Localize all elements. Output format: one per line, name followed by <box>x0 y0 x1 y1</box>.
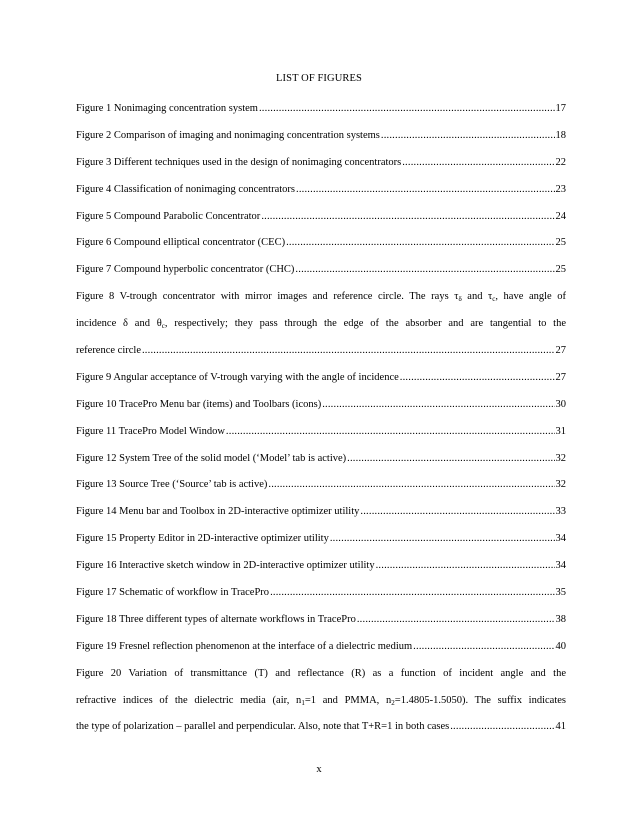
entry-label: Figure 11 TracePro Model Window <box>76 425 225 437</box>
toc-entry-figure-20-line-2[interactable] <box>76 691 566 712</box>
dot-leader <box>360 502 554 523</box>
page-number: x <box>316 764 322 775</box>
list-of-figures <box>76 99 566 744</box>
entry-text: , have angle of <box>495 291 566 303</box>
dot-leader <box>286 233 554 254</box>
dot-leader <box>402 153 554 174</box>
entry-page: 34 <box>555 533 566 545</box>
dot-leader <box>261 207 554 228</box>
entry-page: 25 <box>555 237 566 249</box>
toc-entry-figure-17[interactable] <box>76 583 566 604</box>
entry-text: =1 and PMMA, n <box>304 694 392 706</box>
toc-entry-figure-4[interactable] <box>76 180 566 201</box>
entry-page: 38 <box>555 613 566 625</box>
dot-leader <box>450 717 554 738</box>
toc-entry-figure-6[interactable] <box>76 233 566 254</box>
entry-label: Figure 5 Compound Parabolic Concentrator <box>76 210 261 222</box>
entry-page: 25 <box>555 264 566 276</box>
dot-leader <box>400 368 555 389</box>
dot-leader <box>413 637 554 658</box>
entry-text: incidence δ and θ <box>76 318 162 330</box>
entry-page: 17 <box>555 103 566 114</box>
entry-label: Figure 3 Different techniques used in the design of nonimaging concentrators <box>76 156 402 168</box>
entry-text: =1.4805-1.5050). The suffix indicates <box>394 694 566 706</box>
toc-entry-figure-2[interactable] <box>76 126 566 147</box>
dot-leader <box>268 475 554 496</box>
toc-entry-figure-14[interactable] <box>76 502 566 523</box>
toc-entry-figure-20-line-3[interactable] <box>76 717 566 738</box>
dot-leader <box>322 395 554 416</box>
entry-label: Figure 16 Interactive sketch window in 2D-interactive optimizer utility <box>76 560 375 572</box>
entry-label: Figure 14 Menu bar and Toolbox in 2D-interactive optimizer utility <box>76 506 360 518</box>
dot-leader <box>295 260 554 281</box>
entry-label: Figure 17 Schematic of workflow in TracePro <box>76 587 270 599</box>
entry-page: 32 <box>555 452 566 464</box>
entry-label: reference circle <box>76 345 141 357</box>
toc-entry-figure-11[interactable] <box>76 422 566 443</box>
toc-entry-figure-18[interactable] <box>76 610 566 631</box>
dot-leader <box>381 126 555 147</box>
entry-page: 31 <box>555 425 566 437</box>
dot-leader <box>296 180 555 201</box>
entry-subscript: 2 <box>391 698 395 707</box>
dot-leader <box>142 341 555 362</box>
dot-leader <box>226 422 555 443</box>
entry-label: Figure 10 TracePro Menu bar (items) and Toolbars (icons) <box>76 398 322 410</box>
entry-text: and τ <box>461 291 493 303</box>
entry-page: 30 <box>555 398 566 410</box>
toc-entry-figure-9[interactable] <box>76 368 566 389</box>
toc-entry-figure-8-line-3[interactable] <box>76 341 566 362</box>
toc-entry-figure-1[interactable] <box>76 99 566 120</box>
toc-entry-figure-8-line-2[interactable] <box>76 314 566 335</box>
toc-entry-figure-10[interactable] <box>76 395 566 416</box>
entry-label: Figure 6 Compound elliptical concentrator (CEC) <box>76 237 286 249</box>
toc-entry-figure-3[interactable] <box>76 153 566 174</box>
toc-entry-figure-19[interactable] <box>76 637 566 658</box>
entry-label: Figure 15 Property Editor in 2D-interactive optimizer utility <box>76 533 329 545</box>
toc-entry-figure-20-line-1[interactable] <box>76 664 566 685</box>
entry-subscript: c <box>161 322 165 331</box>
entry-label: Figure 4 Classification of nonimaging concentrators <box>76 183 295 195</box>
entry-page: 18 <box>555 129 566 141</box>
entry-page: 27 <box>555 345 566 357</box>
entry-page: 33 <box>555 506 566 518</box>
entry-text: Figure 20 Variation of transmittance (T) and reflectance (R) as a function of incident angle and the <box>76 667 566 679</box>
entry-label: Figure 1 Nonimaging concentration system <box>76 103 258 114</box>
entry-page: 41 <box>555 721 566 733</box>
dot-leader <box>347 449 554 470</box>
entry-page: 24 <box>555 210 566 222</box>
dot-leader <box>270 583 554 604</box>
entry-subscript: 1 <box>301 698 305 707</box>
entry-label: the type of polarization – parallel and perpendicular. Also, note that T+R=1 in both cases <box>76 721 450 733</box>
dot-leader <box>357 610 555 631</box>
toc-entry-figure-13[interactable] <box>76 475 566 496</box>
entry-text: , respectively; they pass through the edge of the absorber and are tangential to the <box>164 318 566 330</box>
toc-entry-figure-5[interactable] <box>76 207 566 228</box>
toc-entry-figure-15[interactable] <box>76 529 566 550</box>
toc-entry-figure-16[interactable] <box>76 556 566 577</box>
entry-label: Figure 7 Compound hyperbolic concentrator (CHC) <box>76 264 295 276</box>
entry-text: Figure 8 V-trough concentrator with mirror images and reference circle. The rays τ <box>76 291 459 303</box>
entry-text: refractive indices of the dielectric media (air, n <box>76 694 302 706</box>
dot-leader <box>259 99 555 120</box>
entry-subscript: δ <box>458 295 462 304</box>
entry-label: Figure 13 Source Tree (‘Source’ tab is active) <box>76 479 268 491</box>
toc-entry-figure-12[interactable] <box>76 449 566 470</box>
dot-leader <box>330 529 555 550</box>
entry-page: 22 <box>555 156 566 168</box>
entry-page: 34 <box>555 560 566 572</box>
entry-label: Figure 9 Angular acceptance of V-trough varying with the angle of incidence <box>76 371 399 383</box>
dot-leader <box>376 556 555 577</box>
entry-page: 40 <box>555 640 566 652</box>
entry-label: Figure 12 System Tree of the solid model (‘Model’ tab is active) <box>76 452 347 464</box>
entry-label: Figure 19 Fresnel reflection phenomenon at the interface of a dielectric medium <box>76 640 413 652</box>
entry-label: Figure 18 Three different types of alternate workflows in TracePro <box>76 613 356 625</box>
entry-label: Figure 2 Comparison of imaging and nonimaging concentration systems <box>76 129 380 141</box>
toc-entry-figure-7[interactable] <box>76 260 566 281</box>
entry-page: 27 <box>555 371 566 383</box>
entry-page: 32 <box>555 479 566 491</box>
entry-subscript: c <box>492 295 496 304</box>
toc-entry-figure-8-line-1[interactable] <box>76 287 566 308</box>
page-title: LIST OF FIGURES <box>276 73 362 84</box>
entry-page: 35 <box>555 587 566 599</box>
entry-page: 23 <box>555 183 566 195</box>
